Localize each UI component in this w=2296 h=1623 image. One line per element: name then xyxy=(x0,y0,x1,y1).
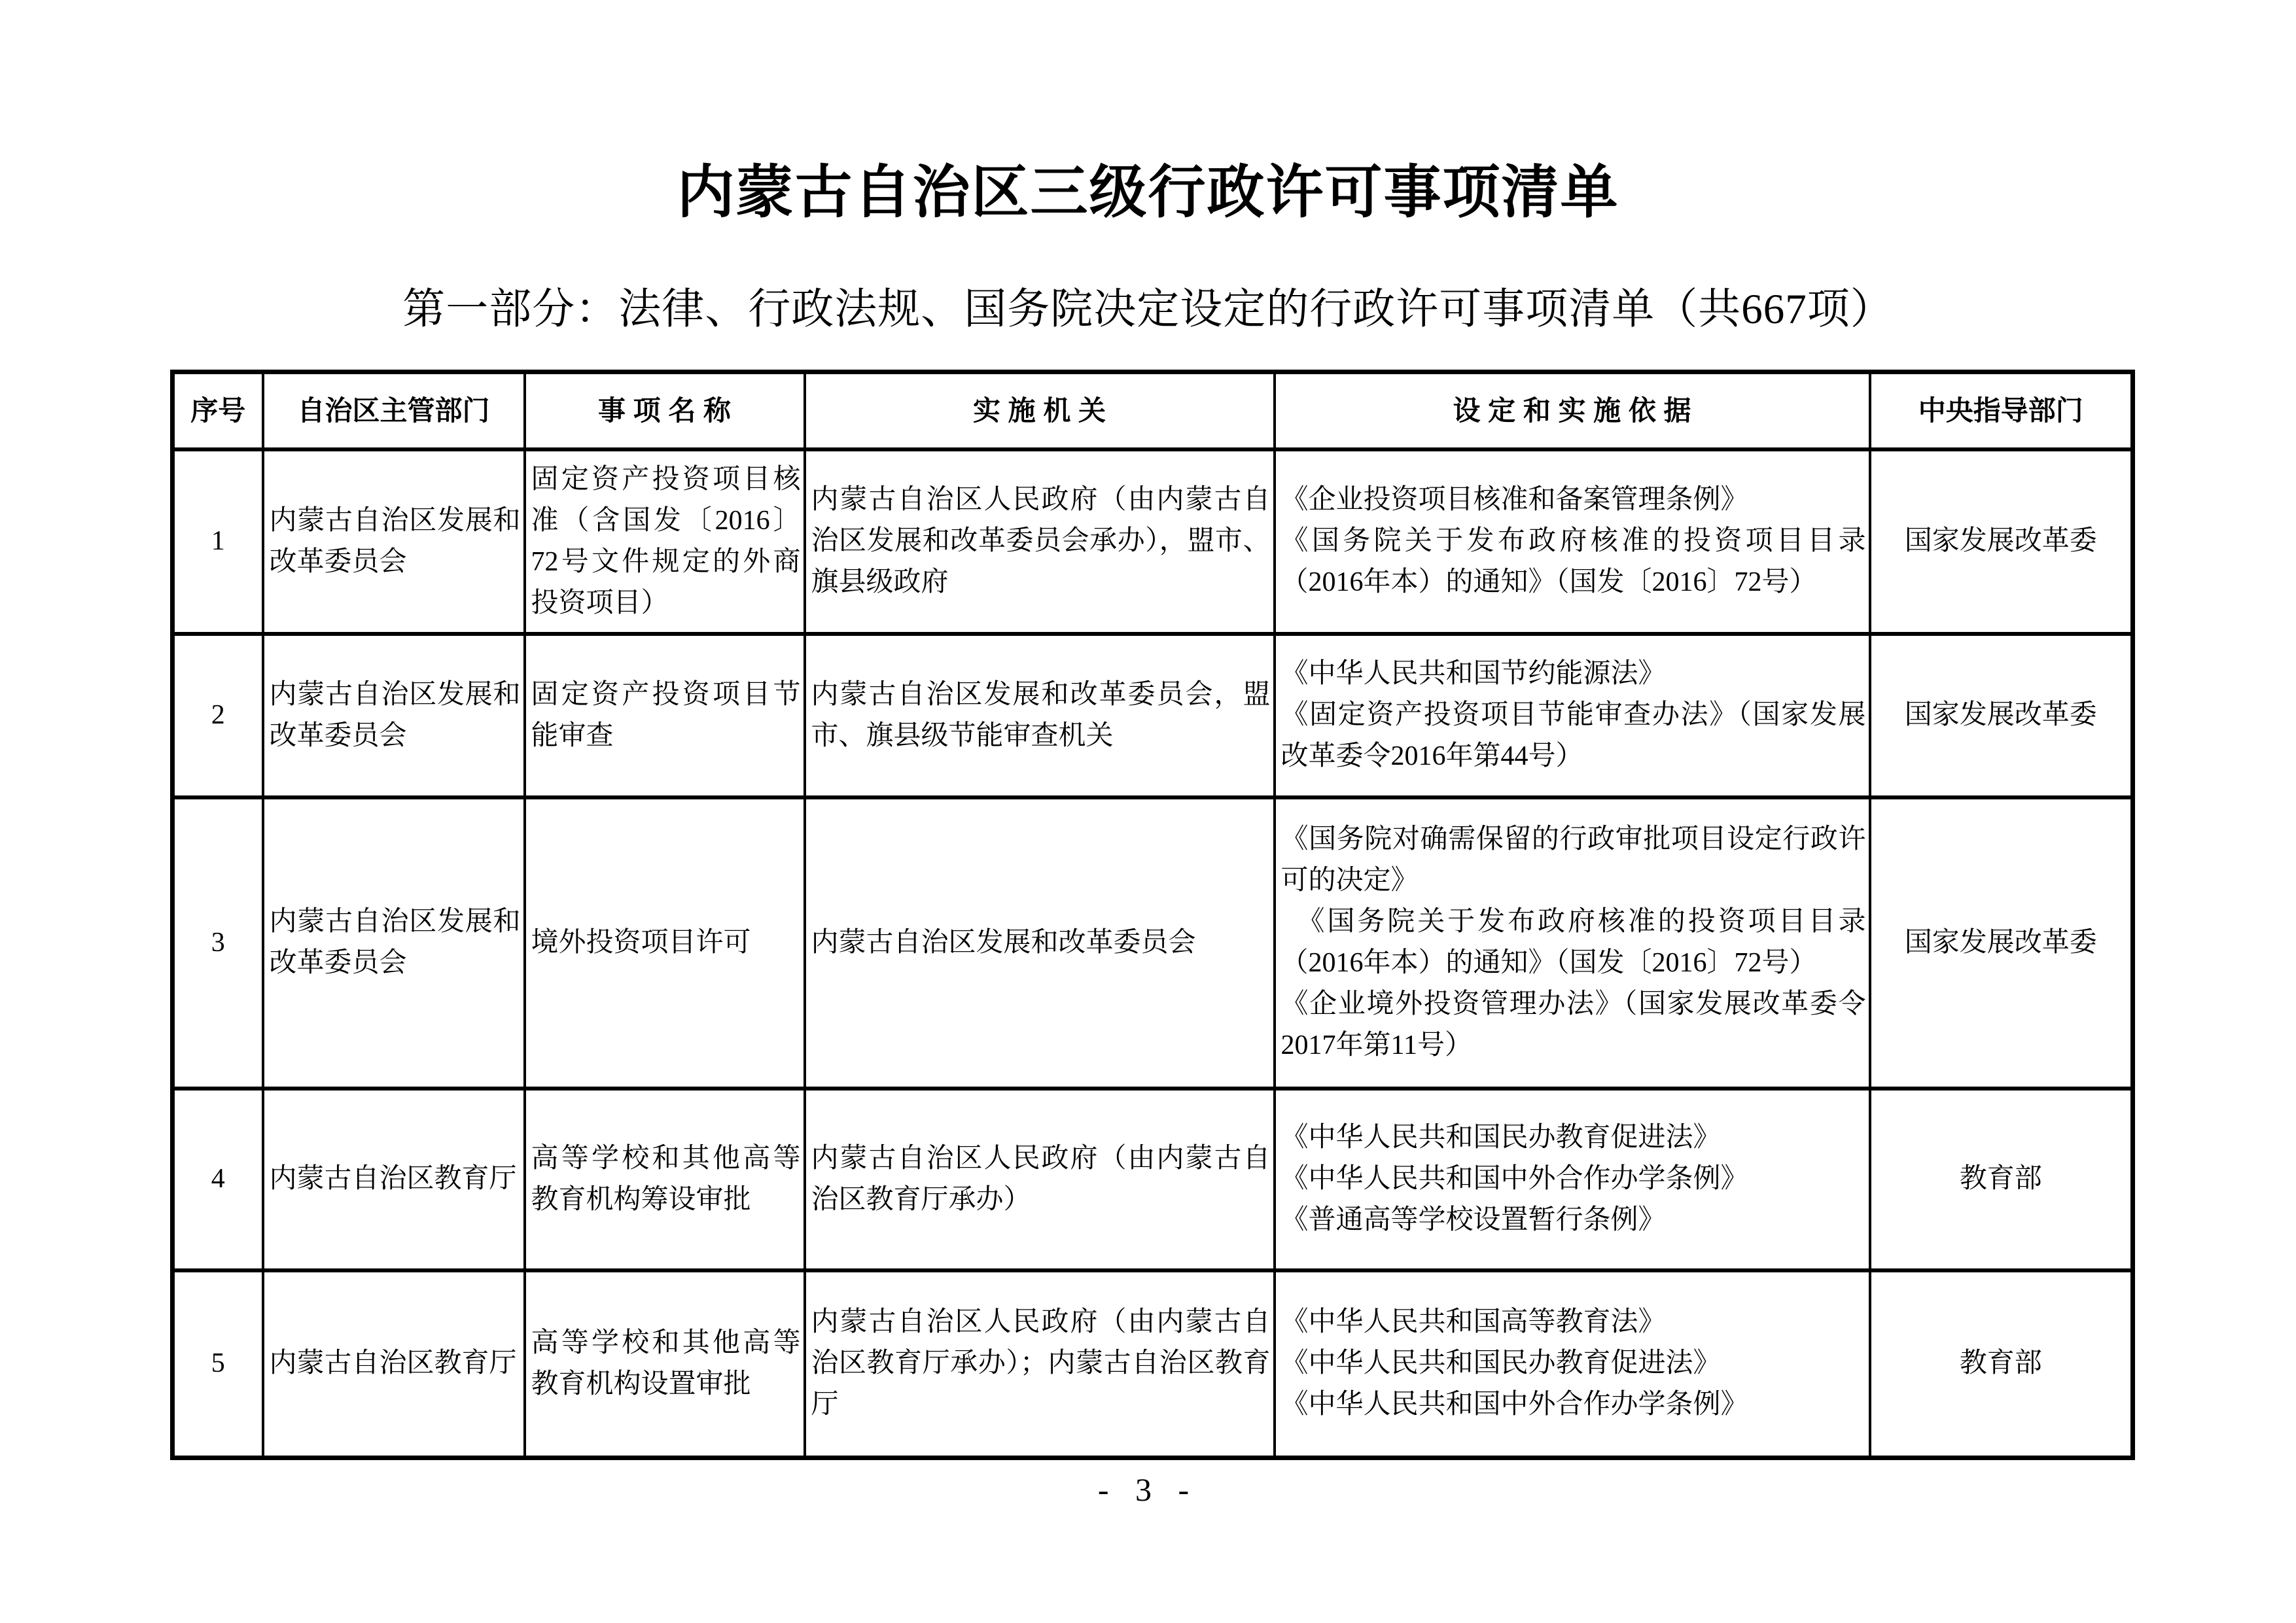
cell-central-guidance: 教育部 xyxy=(1870,1270,2133,1458)
cell-legal-basis: 《中华人民共和国高等教育法》 《中华人民共和国民办教育促进法》 《中华人民共和国中外合作办学条例》 xyxy=(1275,1270,1870,1458)
cell-central-guidance: 教育部 xyxy=(1870,1089,2133,1270)
cell-item-name: 高等学校和其他高等教育机构设置审批 xyxy=(525,1270,805,1458)
cell-department: 内蒙古自治区发展和改革委员会 xyxy=(263,449,525,634)
cell-implementing-agency: 内蒙古自治区发展和改革委员会，盟市、旗县级节能审查机关 xyxy=(805,634,1275,797)
cell-item-name: 境外投资项目许可 xyxy=(525,797,805,1089)
cell-implementing-agency: 内蒙古自治区人民政府（由内蒙古自治区教育厅承办） xyxy=(805,1089,1275,1270)
cell-department: 内蒙古自治区教育厅 xyxy=(263,1089,525,1270)
cell-implementing-agency: 内蒙古自治区人民政府（由内蒙古自治区教育厅承办）；内蒙古自治区教育厅 xyxy=(805,1270,1275,1458)
cell-central-guidance: 国家发展改革委 xyxy=(1870,449,2133,634)
table-row xyxy=(173,634,2133,797)
document-subtitle: 第一部分：法律、行政法规、国务院决定设定的行政许可事项清单（共667项） xyxy=(402,286,1894,333)
cell-index: 5 xyxy=(173,1270,263,1458)
table-header-row xyxy=(173,372,2133,449)
cell-department: 内蒙古自治区教育厅 xyxy=(263,1270,525,1458)
cell-index: 1 xyxy=(173,449,263,634)
cell-item-name: 固定资产投资项目核准（含国发〔2016〕72号文件规定的外商投资项目） xyxy=(525,449,805,634)
cell-item-name: 高等学校和其他高等教育机构筹设审批 xyxy=(525,1089,805,1270)
column-header-central-guidance: 中央指导部门 xyxy=(1870,372,2133,449)
table-row xyxy=(173,797,2133,1089)
cell-department: 内蒙古自治区发展和改革委员会 xyxy=(263,634,525,797)
document-title: 内蒙古自治区三级行政许可事项清单 xyxy=(677,162,1619,225)
cell-index: 3 xyxy=(173,797,263,1089)
cell-index: 2 xyxy=(173,634,263,797)
table-row xyxy=(173,1089,2133,1270)
cell-central-guidance: 国家发展改革委 xyxy=(1870,797,2133,1089)
cell-legal-basis: 《企业投资项目核准和备案管理条例》 《国务院关于发布政府核准的投资项目目录（2016年本）的通知》（国发〔2016〕72号） xyxy=(1275,449,1870,634)
cell-implementing-agency: 内蒙古自治区发展和改革委员会 xyxy=(805,797,1275,1089)
page-number: - 3 - xyxy=(1097,1471,1199,1508)
column-header-item-name: 事 项 名 称 xyxy=(525,372,805,449)
cell-implementing-agency: 内蒙古自治区人民政府（由内蒙古自治区发展和改革委员会承办），盟市、旗县级政府 xyxy=(805,449,1275,634)
column-header-legal-basis: 设 定 和 实 施 依 据 xyxy=(1275,372,1870,449)
column-header-index: 序号 xyxy=(173,372,263,449)
cell-department: 内蒙古自治区发展和改革委员会 xyxy=(263,797,525,1089)
cell-legal-basis: 《中华人民共和国民办教育促进法》 《中华人民共和国中外合作办学条例》 《普通高等学校设置暂行条例》 xyxy=(1275,1089,1870,1270)
table-row xyxy=(173,1270,2133,1458)
cell-index: 4 xyxy=(173,1089,263,1270)
permit-items-table xyxy=(170,370,2135,1460)
cell-legal-basis: 《中华人民共和国节约能源法》 《固定资产投资项目节能审查办法》（国家发展改革委令2016年第44号） xyxy=(1275,634,1870,797)
cell-legal-basis: 《国务院对确需保留的行政审批项目设定行政许可的决定》 《国务院关于发布政府核准的投资项目目录（2016年本）的通知》（国发〔2016〕72号） 《企业境外投资管理办法》（国家发展改革委令2017年第11号） xyxy=(1275,797,1870,1089)
cell-central-guidance: 国家发展改革委 xyxy=(1870,634,2133,797)
cell-item-name: 固定资产投资项目节能审查 xyxy=(525,634,805,797)
table-row xyxy=(173,449,2133,634)
column-header-department: 自治区主管部门 xyxy=(263,372,525,449)
column-header-implementing-agency: 实 施 机 关 xyxy=(805,372,1275,449)
